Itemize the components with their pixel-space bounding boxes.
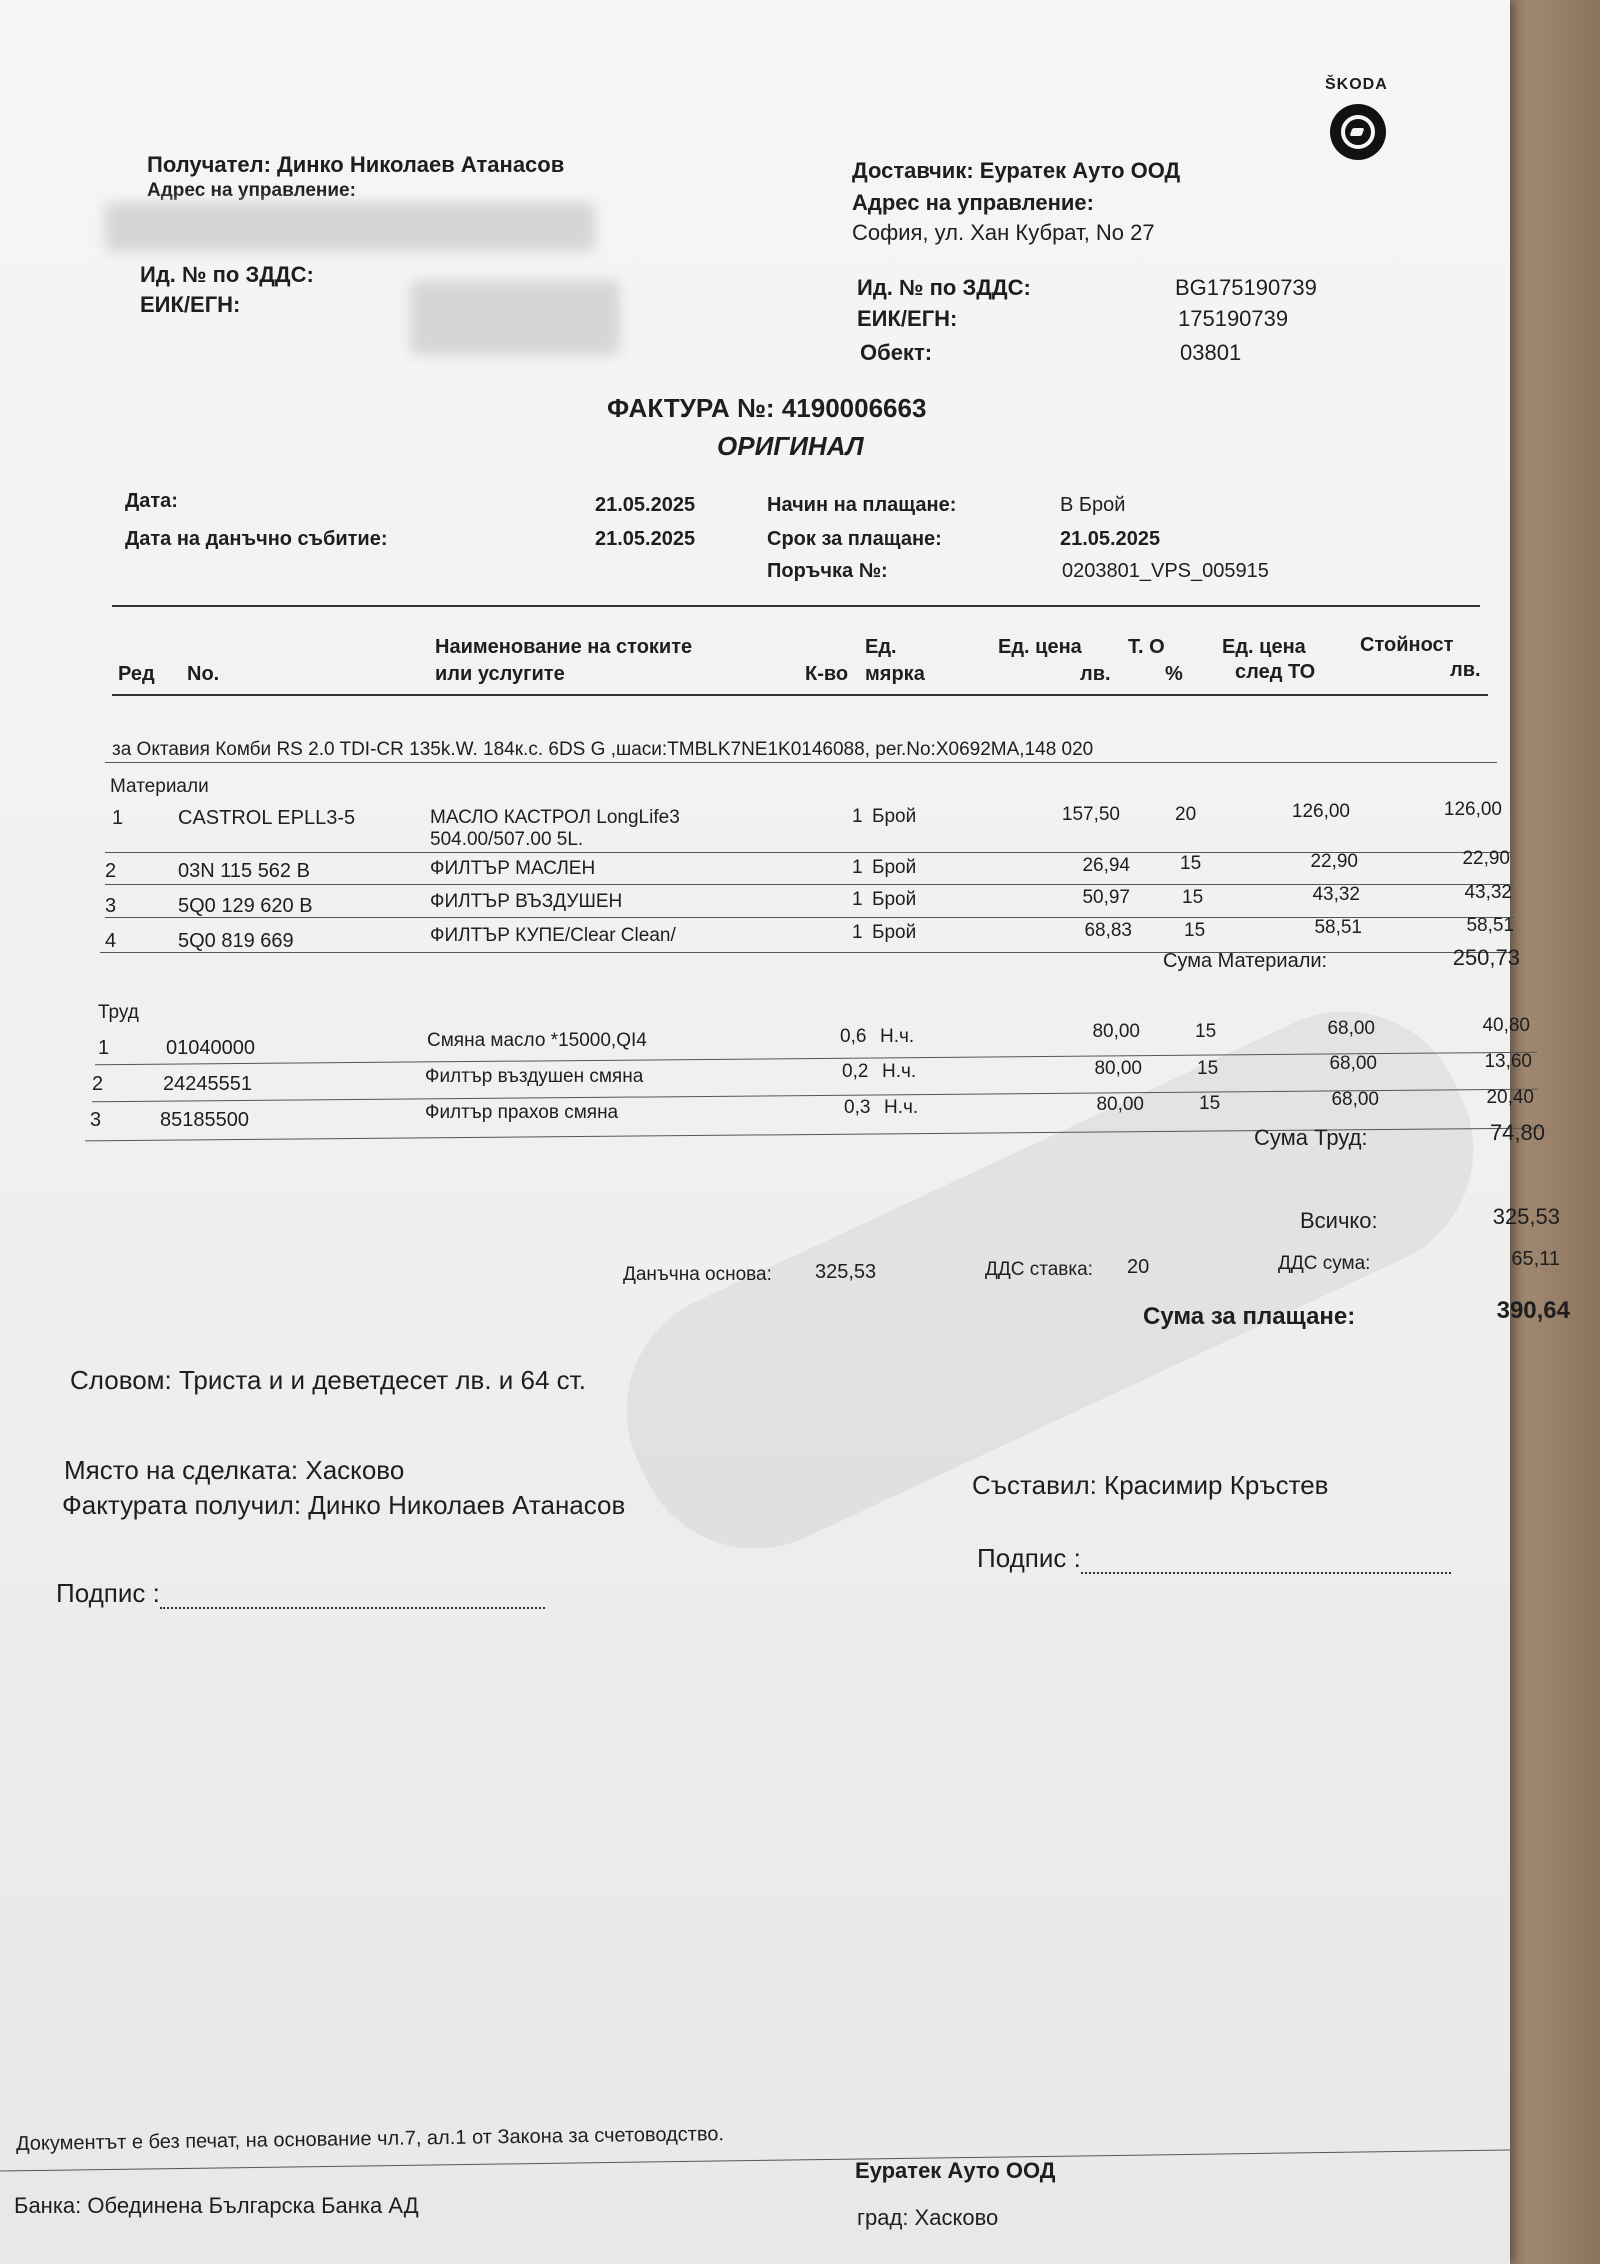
skoda-logo-icon — [1330, 104, 1386, 160]
vat-sum-value: 65,11 — [1511, 1248, 1560, 1270]
cell-row: 1 — [98, 1037, 110, 1059]
cell-to: 15 — [1199, 1093, 1221, 1114]
composed-by: Съставил: Красимир Кръстев — [972, 1470, 1329, 1500]
supplier-object-value: 03801 — [1180, 340, 1242, 365]
col-after-1: Ед. цена — [1222, 636, 1306, 658]
col-name-2: или услугите — [435, 663, 565, 685]
cell-name: Смяна масло *15000,QI4 — [427, 1030, 647, 1051]
signature-label: Подпис : — [977, 1543, 1081, 1573]
cell-to: 15 — [1197, 1058, 1219, 1079]
cell-name: Филтър въздушен смяна — [425, 1066, 644, 1087]
cell-price: 80,00 — [1092, 1021, 1140, 1042]
cell-total: 22,90 — [1462, 848, 1510, 869]
invoice-subtitle: ОРИГИНАЛ — [717, 431, 864, 461]
cell-qty: 0,3 — [844, 1097, 871, 1118]
cell-to: 20 — [1175, 804, 1197, 825]
col-after-2: след ТО — [1235, 661, 1316, 683]
materials-sum-label: Сума Материали: — [1163, 950, 1328, 972]
supplier-eik-value: 175190739 — [1178, 306, 1289, 331]
supplier-object-label: Обект: — [860, 340, 933, 365]
cell-row: 2 — [105, 860, 117, 882]
footer-bank: Банка: Обединена Българска Банка АД — [14, 2193, 419, 2218]
cell-qty: 0,6 — [840, 1026, 867, 1047]
cell-no: 01040000 — [166, 1037, 255, 1059]
vehicle-line: за Октавия Комби RS 2.0 TDI-CR 135k.W. 184к.с. 6DS G ,шаси:TMBLK7NE1K0146088, рег.No:X0692MA,148 020 — [112, 739, 1094, 760]
cell-row: 3 — [105, 895, 117, 917]
materials-label: Материали — [110, 776, 209, 797]
vat-rate-value: 20 — [1127, 1256, 1150, 1278]
recipient-eik-label: ЕИК/ЕГН: — [140, 292, 241, 317]
col-to-1: Т. О — [1128, 636, 1165, 658]
recipient-signature — [56, 1578, 545, 1609]
redacted-ids — [410, 280, 620, 355]
cell-no: 24245551 — [163, 1073, 252, 1095]
cell-price: 50,97 — [1082, 887, 1130, 908]
cell-name: ФИЛТЪР КУПЕ/Clear Clean/ — [430, 925, 676, 946]
order-label: Поръчка №: — [767, 560, 888, 582]
cell-name: ФИЛТЪР ВЪЗДУШЕН — [430, 891, 623, 912]
cell-row: 3 — [90, 1109, 102, 1131]
cell-total: 40,80 — [1482, 1015, 1530, 1036]
due-value: 21.05.2025 — [1060, 528, 1161, 550]
all-label: Всичко: — [1300, 1208, 1378, 1233]
footer-city: град: Хасково — [857, 2205, 999, 2230]
signature-label: Подпис : — [56, 1578, 160, 1608]
amount-in-words: Словом: Триста и и деветдесет лв. и 64 ст. — [70, 1365, 586, 1395]
col-qty: К-во — [805, 663, 849, 685]
cell-unit: Н.ч. — [882, 1061, 917, 1082]
cell-total: 43,32 — [1464, 882, 1512, 903]
pay-value: 390,64 — [1496, 1297, 1570, 1324]
col-to-2: % — [1165, 663, 1183, 685]
cell-name-2: 504.00/507.00 5L. — [430, 829, 584, 850]
invoice-received-by: Фактурата получил: Динко Николаев Атанасов — [62, 1490, 626, 1520]
cell-after: 43,32 — [1312, 884, 1360, 905]
cell-total: 13,60 — [1484, 1051, 1532, 1072]
cell-name: ФИЛТЪР МАСЛЕН — [430, 858, 596, 879]
order-value: 0203801_VPS_005915 — [1062, 560, 1269, 582]
cell-price: 157,50 — [1061, 804, 1120, 825]
cell-to: 15 — [1180, 853, 1202, 874]
supplier-eik-label: ЕИК/ЕГН: — [857, 306, 958, 331]
cell-to: 15 — [1195, 1021, 1217, 1042]
cell-no: 03N 115 562 B — [178, 860, 310, 882]
header-divider — [112, 605, 1480, 607]
cell-row: 2 — [92, 1073, 104, 1095]
logo-text: ŠKODA — [1325, 76, 1388, 93]
composer-signature — [977, 1543, 1451, 1574]
cell-no: 5Q0 819 669 — [178, 930, 294, 952]
supplier-name: Доставчик: Еуратек Ауто ООД — [852, 158, 1181, 183]
cell-row: 4 — [105, 930, 117, 952]
cell-after: 68,00 — [1331, 1089, 1379, 1110]
cell-price: 26,94 — [1082, 855, 1130, 876]
cell-after: 68,00 — [1327, 1018, 1375, 1039]
cell-qty: 1 — [852, 889, 863, 910]
col-total-1: Стойност — [1360, 634, 1454, 656]
cell-name: МАСЛО КАСТРОЛ LongLife3 — [430, 807, 680, 828]
cell-price: 68,83 — [1084, 920, 1132, 941]
recipient-name: Получател: Динко Николаев Атанасов — [147, 152, 565, 177]
cell-unit: Н.ч. — [884, 1097, 919, 1118]
recipient-address-label: Адрес на управление: — [147, 180, 356, 201]
signature-line — [160, 1589, 545, 1609]
col-unit-1: Ед. — [865, 636, 897, 658]
cell-unit: Брой — [872, 806, 917, 827]
cell-total: 20,40 — [1486, 1087, 1534, 1108]
all-value: 325,53 — [1492, 1204, 1560, 1229]
cell-total: 58,51 — [1466, 915, 1514, 936]
cell-no: 5Q0 129 620 B — [178, 895, 313, 917]
col-total-2: лв. — [1450, 659, 1481, 681]
cell-name: Филтър прахов смяна — [425, 1102, 619, 1123]
col-unit-2: мярка — [865, 663, 925, 685]
cell-unit: Брой — [872, 857, 917, 878]
col-name-1: Наименование на стоките — [435, 636, 693, 658]
materials-sum-value: 250,73 — [1452, 945, 1520, 970]
cell-unit: Брой — [872, 889, 917, 910]
cell-unit: Н.ч. — [880, 1026, 915, 1047]
cell-price: 80,00 — [1096, 1094, 1144, 1115]
table-header-divider — [112, 694, 1488, 696]
cell-after: 126,00 — [1291, 801, 1350, 822]
cell-no: 85185500 — [160, 1109, 249, 1131]
cell-to: 15 — [1182, 887, 1204, 908]
date-value: 21.05.2025 — [595, 494, 696, 516]
invoice-title: ФАКТУРА №: 4190006663 — [607, 393, 927, 423]
signature-line — [1081, 1554, 1451, 1574]
footer-company: Еуратек Ауто ООД — [855, 2158, 1056, 2183]
cell-after: 22,90 — [1310, 851, 1358, 872]
col-price-1: Ед. цена — [998, 636, 1082, 658]
supplier-vat-value: BG175190739 — [1175, 275, 1317, 300]
date-label: Дата: — [125, 490, 178, 512]
tax-date-value: 21.05.2025 — [595, 528, 696, 550]
labor-sum-value: 74,80 — [1489, 1120, 1545, 1145]
cell-to: 15 — [1184, 920, 1206, 941]
vat-rate-label: ДДС ставка: — [985, 1259, 1093, 1280]
payment-method-value: В Брой — [1060, 494, 1126, 516]
cell-after: 58,51 — [1314, 917, 1362, 938]
cell-qty: 1 — [852, 922, 863, 943]
supplier-address-label: Адрес на управление: — [852, 190, 1094, 215]
tax-base-label: Данъчна основа: — [623, 1264, 772, 1285]
vat-sum-label: ДДС сума: — [1278, 1253, 1371, 1274]
redacted-address — [105, 202, 595, 252]
cell-price: 80,00 — [1094, 1058, 1142, 1079]
pay-label: Сума за плащане: — [1143, 1303, 1356, 1330]
payment-method-label: Начин на плащане: — [767, 494, 957, 516]
col-row: Ред — [118, 663, 155, 685]
cell-no: CASTROL EPLL3-5 — [178, 807, 356, 829]
cell-qty: 1 — [852, 857, 863, 878]
cell-after: 68,00 — [1329, 1053, 1377, 1074]
cell-qty: 0,2 — [842, 1061, 869, 1082]
supplier-address: София, ул. Хан Кубрат, No 27 — [852, 220, 1155, 245]
due-label: Срок за плащане: — [767, 528, 942, 550]
labor-label: Труд — [98, 1002, 139, 1023]
legal-note: Документът е без печат, на основание чл.7, ал.1 от Закона за счетоводство. — [15, 2123, 725, 2155]
cell-total: 126,00 — [1443, 799, 1502, 820]
vehicle-divider — [105, 762, 1497, 763]
cell-row: 1 — [112, 807, 124, 829]
tax-base-value: 325,53 — [815, 1261, 877, 1283]
col-no: No. — [187, 663, 220, 685]
tax-date-label: Дата на данъчно събитие: — [125, 528, 388, 550]
col-price-2: лв. — [1080, 663, 1111, 685]
supplier-vat-label: Ид. № по ЗДДС: — [857, 275, 1031, 300]
cell-unit: Брой — [872, 922, 917, 943]
deal-place: Място на сделката: Хасково — [64, 1455, 405, 1485]
cell-qty: 1 — [852, 806, 863, 827]
recipient-vat-label: Ид. № по ЗДДС: — [140, 262, 314, 287]
labor-sum-label: Сума Труд: — [1254, 1125, 1368, 1150]
